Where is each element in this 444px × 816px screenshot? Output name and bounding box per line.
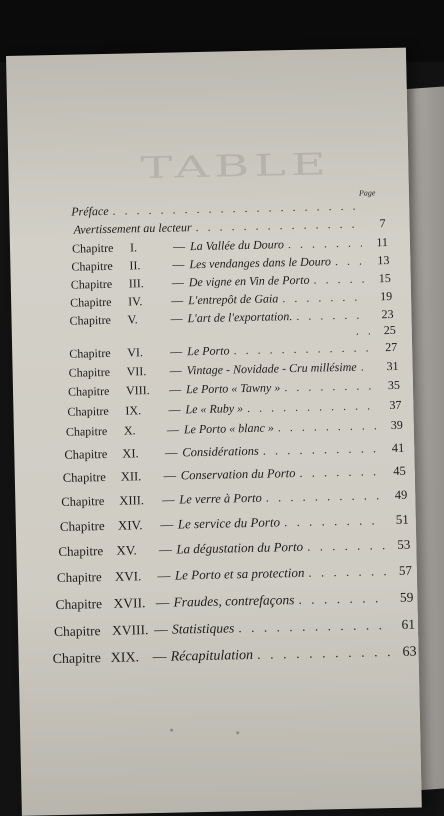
toc-entry-chapter-6 xyxy=(69,340,397,361)
toc-entry-page: 41 xyxy=(391,440,405,456)
chapter-word: Chapitre xyxy=(64,446,108,462)
separator-dash: — xyxy=(170,311,183,326)
toc-entry-chapter-15 xyxy=(58,538,410,559)
toc-entry-title: Conservation du Porto xyxy=(180,466,296,483)
separator-dash: — xyxy=(168,402,181,417)
toc-entry-page: 59 xyxy=(399,589,414,605)
leader-dots xyxy=(292,307,367,323)
leader-dots xyxy=(295,464,380,480)
book-page xyxy=(6,48,422,816)
chapter-word: Chapitre xyxy=(61,494,105,509)
toc-entry-chapter-7 xyxy=(69,359,399,380)
chapter-number: IV. xyxy=(128,294,143,309)
chapter-number: VII. xyxy=(126,364,147,379)
toc-entry-chapter-18 xyxy=(54,618,415,640)
toc-entry-title: Considérations xyxy=(182,443,259,460)
separator-dash: — xyxy=(172,257,185,272)
toc-entry-page: 45 xyxy=(393,463,406,478)
chapter-word: Chapitre xyxy=(71,258,113,274)
chapter-word: Chapitre xyxy=(69,345,111,361)
chapter-word: Chapitre xyxy=(53,623,101,640)
separator-dash: — xyxy=(157,567,171,583)
leader-dots xyxy=(303,538,385,554)
toc-entry-chapter-1 xyxy=(72,235,388,256)
chapter-word: Chapitre xyxy=(67,403,109,419)
toc-entry-title: Préface xyxy=(71,203,109,219)
toc-entry-page: 11 xyxy=(376,235,389,250)
toc-entry-title: Le service du Porto xyxy=(177,514,281,532)
chapter-number: I. xyxy=(129,240,138,255)
chapter-number: X. xyxy=(123,423,136,438)
toc-entry-title: Le verre à Porto xyxy=(179,490,262,507)
separator-dash: — xyxy=(169,363,182,378)
toc-entry-title: La Vallée du Douro xyxy=(189,237,285,254)
toc-entry-page: 15 xyxy=(378,270,391,286)
leader-dots xyxy=(352,323,370,337)
toc-entry-page: 7 xyxy=(379,216,386,231)
chapter-number: XIV. xyxy=(117,517,143,533)
chapter-number: VI. xyxy=(127,345,144,360)
leader-dots xyxy=(108,199,355,218)
separator-dash: — xyxy=(163,468,177,483)
toc-entry-page: 53 xyxy=(397,536,411,552)
chapter-word: Chapitre xyxy=(58,543,104,560)
toc-entry-page: 57 xyxy=(398,562,413,578)
chapter-number: V. xyxy=(127,312,138,327)
leader-dots xyxy=(229,340,371,357)
chapter-number: XI. xyxy=(122,446,139,461)
leader-dots xyxy=(280,378,374,394)
separator-dash: — xyxy=(168,382,182,397)
toc-entry-title: Récapitulation xyxy=(170,647,254,665)
chapter-word: Chapitre xyxy=(67,383,110,399)
chapter-number: VIII. xyxy=(125,383,150,398)
leader-dots xyxy=(294,591,387,607)
toc-entry-page: 61 xyxy=(401,616,416,632)
separator-dash: — xyxy=(160,516,174,532)
toc-entry-preface xyxy=(71,198,381,218)
toc-entry-chapter-11 xyxy=(64,441,404,462)
leader-dots xyxy=(331,254,364,269)
chapter-word: Chapitre xyxy=(56,569,102,586)
toc-entry-page: 31 xyxy=(386,358,399,374)
toc-entry-page: 23 xyxy=(381,306,394,322)
toc-entry-chapter-13 xyxy=(61,488,407,509)
separator-dash: — xyxy=(155,594,170,610)
separator-dash: — xyxy=(154,621,168,638)
separator-dash: — xyxy=(161,492,175,507)
toc-entry-chapter-19 xyxy=(53,646,417,668)
chapter-word: Chapitre xyxy=(59,518,105,534)
toc-entry-chapter-8 xyxy=(68,378,400,399)
toc-entry-title: Le « Ruby » xyxy=(185,401,244,417)
separator-dash: — xyxy=(170,344,183,359)
leader-dots xyxy=(304,564,386,580)
leader-dots xyxy=(253,646,391,663)
toc-entry-title: Le Porto « blanc » xyxy=(183,420,274,437)
chapter-number: III. xyxy=(128,276,144,291)
separator-dash: — xyxy=(171,293,184,308)
toc-entry-title: Le Porto et sa protection xyxy=(174,564,305,583)
toc-entry-avertissement xyxy=(74,216,386,237)
toc-entry-chapter-2 xyxy=(71,253,389,274)
toc-entry-title: L'entrepôt de Gaia xyxy=(188,291,279,308)
toc-entry-chapter-10 xyxy=(66,418,403,439)
leader-dots xyxy=(262,488,382,504)
chapter-word: Chapitre xyxy=(68,364,111,380)
leader-dots xyxy=(309,272,365,287)
leader-dots xyxy=(278,290,366,306)
chapter-number: XVIII. xyxy=(111,622,149,638)
separator-dash: — xyxy=(172,239,186,254)
leader-dots xyxy=(357,359,373,373)
separator-dash: — xyxy=(171,275,184,290)
leader-dots xyxy=(243,398,376,415)
chapter-number: II. xyxy=(129,258,141,273)
toc-entry-title: Le Porto « Tawny » xyxy=(185,380,281,397)
toc-entry-page: 27 xyxy=(385,339,398,355)
chapter-number: XV. xyxy=(116,542,137,558)
toc-entry-title: Avertissement au lecteur xyxy=(73,220,192,237)
separator-dash: — xyxy=(164,445,178,460)
chapter-word: Chapitre xyxy=(70,276,113,292)
chapter-number: IX. xyxy=(125,403,142,418)
show-through-text: TABLE xyxy=(140,147,331,187)
leader-dots xyxy=(191,217,359,235)
toc-entry-chapter-17 xyxy=(55,591,413,612)
toc-entry-title: Vintage - Novidade - Cru millésime xyxy=(186,359,357,378)
toc-entry-chapter-4 xyxy=(70,289,392,310)
toc-entry-page: 37 xyxy=(389,397,402,413)
chapter-number: XVI. xyxy=(114,568,142,584)
chapter-word: Chapitre xyxy=(70,294,112,310)
toc-entry-page: 25 xyxy=(383,322,396,338)
toc-entry-page xyxy=(355,209,381,210)
toc-entry-title: Statistiques xyxy=(171,620,235,637)
toc-entry-chapter-14 xyxy=(60,513,409,534)
leader-dots xyxy=(234,618,389,635)
leader-dots xyxy=(274,418,377,434)
toc-entry-title: Le Porto xyxy=(187,343,230,359)
toc-entry-page: 35 xyxy=(387,377,401,393)
chapter-word: Chapitre xyxy=(69,312,112,328)
toc-entry-page: 13 xyxy=(377,253,390,268)
toc-entry-title: Fraudes, contrefaçons xyxy=(173,592,295,610)
toc-entry-page: 49 xyxy=(394,487,408,502)
toc-entry-chapter-5 xyxy=(69,307,393,328)
toc-entry-chapter-16 xyxy=(57,564,412,585)
toc-entry-chapter-3 xyxy=(71,271,391,292)
leader-dots xyxy=(259,441,379,458)
toc-entry-page: 39 xyxy=(390,417,403,433)
toc-entry-title: La dégustation du Porto xyxy=(176,538,304,557)
toc-entry-title: De vigne en Vin de Porto xyxy=(188,272,310,290)
paper-speck xyxy=(236,731,239,734)
toc-entry-title: L'art de l'exportation. xyxy=(187,309,293,326)
toc-entry-page: 19 xyxy=(379,288,393,304)
chapter-word: Chapitre xyxy=(65,423,108,439)
paper-speck xyxy=(170,729,173,732)
chapter-number: XII. xyxy=(120,469,142,484)
table-of-contents xyxy=(6,48,421,756)
chapter-word: Chapitre xyxy=(62,470,107,485)
chapter-word: Chapitre xyxy=(55,596,103,613)
chapter-word: Chapitre xyxy=(71,240,114,256)
separator-dash: — xyxy=(166,422,180,437)
separator-dash: — xyxy=(158,541,173,557)
leader-dots xyxy=(284,236,362,252)
toc-entry-chapter-12 xyxy=(63,464,406,485)
separator-dash: — xyxy=(152,649,167,666)
leader-dots xyxy=(280,513,383,529)
toc-entry-page: 51 xyxy=(395,511,409,527)
chapter-word: Chapitre xyxy=(52,651,102,668)
toc-entry-chapter-9 xyxy=(67,398,401,419)
chapter-number: XIII. xyxy=(119,493,145,508)
toc-page-only xyxy=(352,323,396,338)
toc-entry-page: 63 xyxy=(402,644,417,660)
chapter-number: XIX. xyxy=(110,650,140,666)
chapter-number: XVII. xyxy=(113,595,146,611)
page-column-label: Page xyxy=(358,188,376,198)
toc-entry-title: Les vendanges dans le Douro xyxy=(189,254,332,272)
